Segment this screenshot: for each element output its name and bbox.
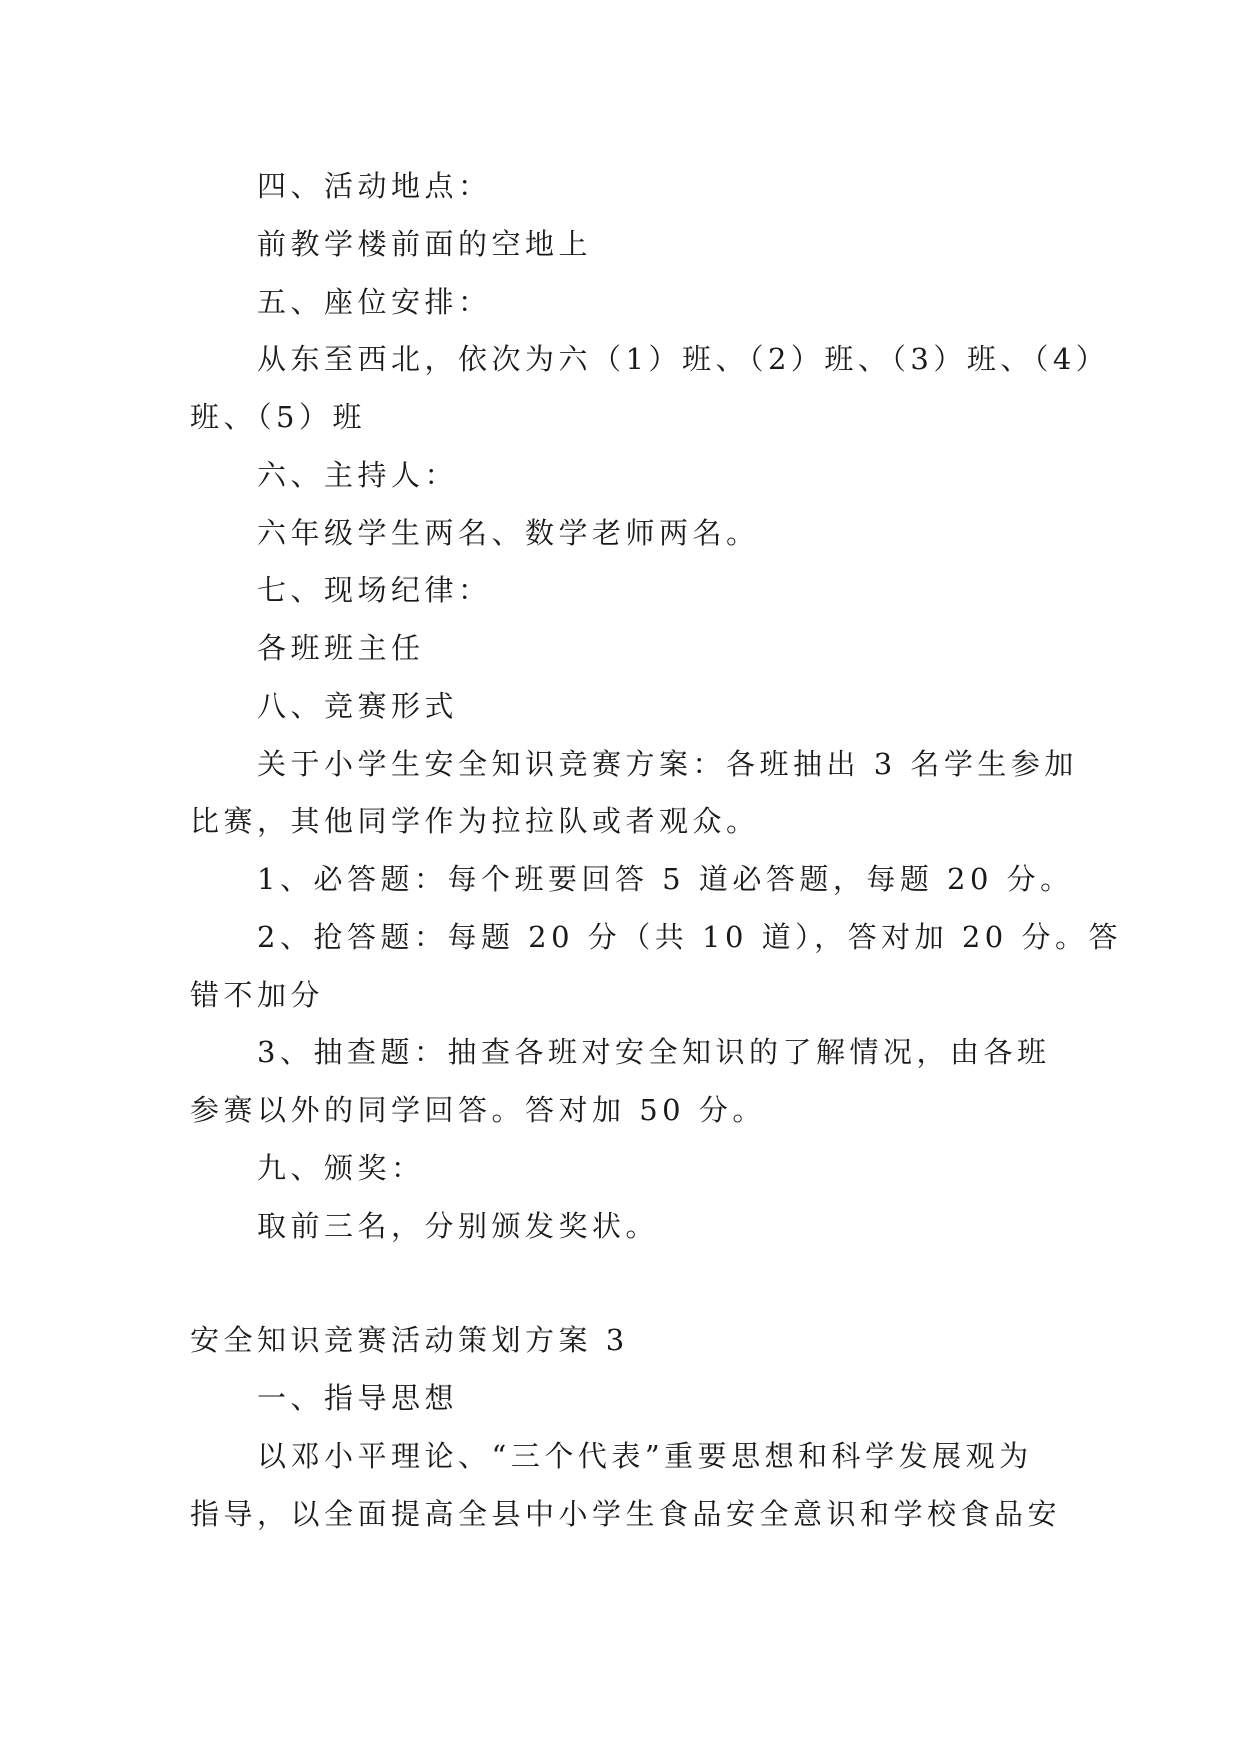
section-heading-awards: 九、颁奖： [257,1151,425,1185]
paragraph-line: 以邓小平理论、“三个代表”重要思想和科学发展观为 [257,1439,1033,1473]
paragraph-line: 错不加分 [190,978,325,1012]
paragraph-line: 取前三名，分别颁发奖状。 [257,1209,660,1243]
paragraph-line: 各班班主任 [257,631,425,665]
section-heading-discipline: 七、现场纪律： [257,573,492,607]
paragraph-line: 关于小学生安全知识竞赛方案：各班抽出 3 名学生参加 [257,747,1078,781]
paragraph-line: 从东至西北，依次为六（1）班、（2）班、（3）班、（4） [257,342,1110,376]
paragraph-line: 六年级学生两名、数学老师两名。 [257,516,760,550]
section-heading-activity-location: 四、活动地点： [257,169,492,203]
section-heading-guiding-thought: 一、指导思想 [257,1381,459,1415]
section-heading-host: 六、主持人： [257,458,459,492]
paragraph-line: 前教学楼前面的空地上 [257,227,593,261]
list-item: 2、抢答题：每题 20 分（共 10 道），答对加 20 分。答 [257,920,1122,954]
document-title: 安全知识竞赛活动策划方案 3 [190,1323,629,1357]
list-item: 3、抽查题：抽查各班对安全知识的了解情况，由各班 [257,1035,1051,1069]
section-heading-seating: 五、座位安排： [257,285,492,319]
paragraph-line: 班、（5）班 [190,400,366,434]
section-heading-format: 八、竞赛形式 [257,689,459,723]
list-item: 1、必答题：每个班要回答 5 道必答题，每题 20 分。 [257,862,1074,896]
paragraph-line: 指导，以全面提高全县中小学生食品安全意识和学校食品安 [190,1497,1062,1531]
paragraph-line: 比赛，其他同学作为拉拉队或者观众。 [190,804,760,838]
paragraph-line: 参赛以外的同学回答。答对加 50 分。 [190,1093,766,1127]
